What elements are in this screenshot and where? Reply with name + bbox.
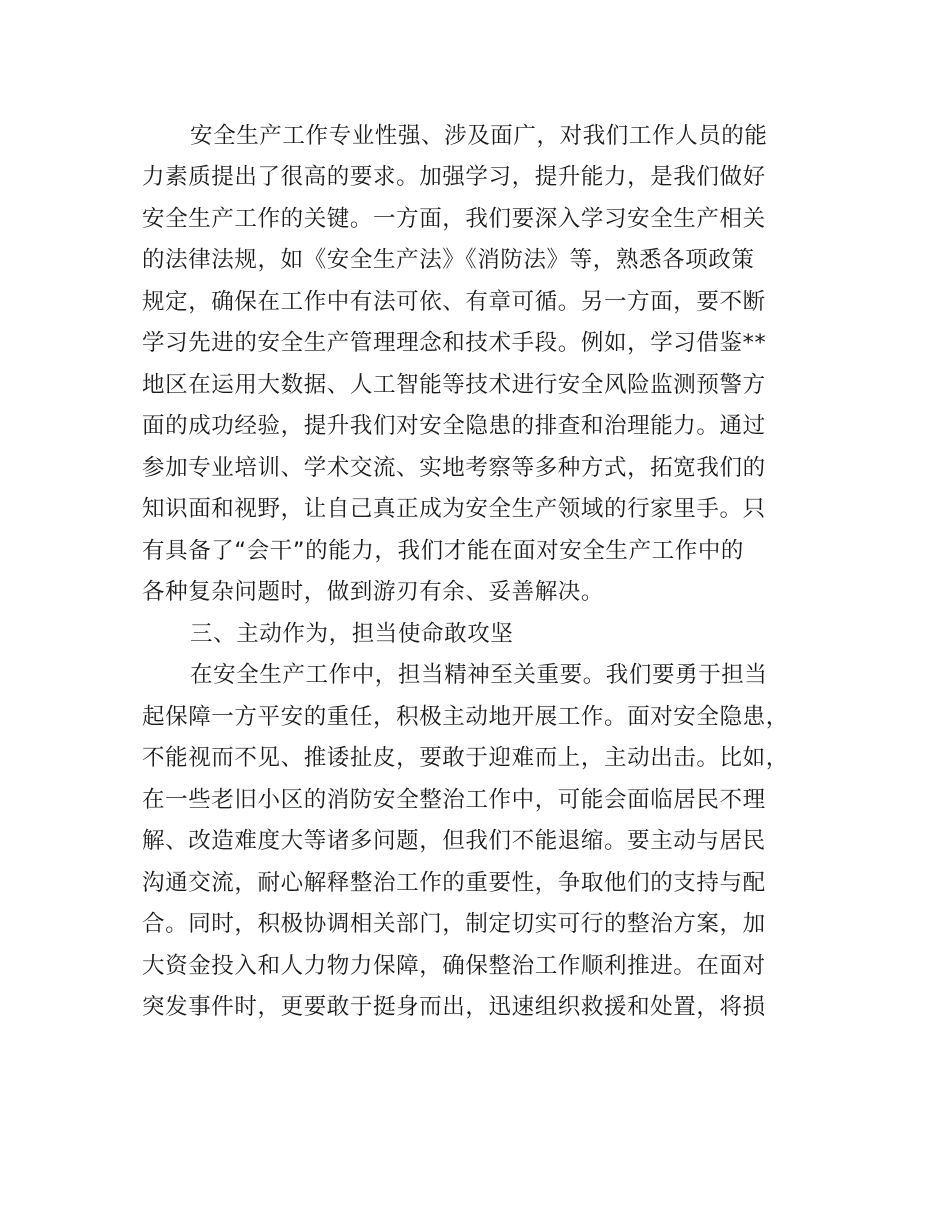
body-text-line: 合。同时，积极协调相关部门，制定切实可行的整治方案，加	[142, 911, 766, 937]
body-text-line: 面的成功经验，提升我们对安全隐患的排查和治理能力。通过	[142, 413, 766, 439]
body-text-line: 突发事件时，更要敢于挺身而出，迅速组织救援和处置，将损	[142, 994, 766, 1020]
body-text-line: 安全生产工作专业性强、涉及面广，对我们工作人员的能	[190, 123, 768, 149]
body-text-line: 不能视而不见、推诿扯皮，要敢于迎难而上，主动出击。比如，	[142, 745, 789, 771]
body-text-line: 有具备了“会干”的能力，我们才能在面对安全生产工作中的	[142, 538, 745, 564]
body-text-line: 解、改造难度大等诸多问题，但我们不能退缩。要主动与居民	[142, 828, 766, 854]
body-text-line: 力素质提出了很高的要求。加强学习，提升能力，是我们做好	[142, 164, 766, 190]
body-text-line: 在安全生产工作中，担当精神至关重要。我们要勇于担当	[190, 662, 768, 688]
body-text-line: 学习先进的安全生产管理理念和技术手段。例如，学习借鉴**	[142, 330, 767, 356]
body-text-line: 地区在运用大数据、人工智能等技术进行安全风险监测预警方	[142, 372, 766, 398]
body-text-line: 各种复杂问题时，做到游刃有余、妥善解决。	[142, 579, 605, 605]
body-text-line: 参加专业培训、学术交流、实地考察等多种方式，拓宽我们的	[142, 455, 766, 481]
body-text-line: 沟通交流，耐心解释整治工作的重要性，争取他们的支持与配	[142, 870, 766, 896]
body-text-line: 规定，确保在工作中有法可依、有章可循。另一方面，要不断	[142, 289, 766, 315]
body-text-line: 在一些老旧小区的消防安全整治工作中，可能会面临居民不理	[142, 787, 766, 813]
body-text-line: 知识面和视野，让自己真正成为安全生产领域的行家里手。只	[142, 496, 766, 522]
body-text-line: 大资金投入和人力物力保障，确保整治工作顺利推进。在面对	[142, 953, 766, 979]
body-text-line: 安全生产工作的关键。一方面，我们要深入学习安全生产相关	[142, 206, 766, 232]
section-heading: 三、主动作为，担当使命敢攻坚	[190, 621, 514, 647]
body-text-line: 起保障一方平安的重任，积极主动地开展工作。面对安全隐患，	[142, 704, 789, 730]
body-text-line: 的法律法规，如《安全生产法》《消防法》等，熟悉各项政策	[142, 247, 755, 273]
